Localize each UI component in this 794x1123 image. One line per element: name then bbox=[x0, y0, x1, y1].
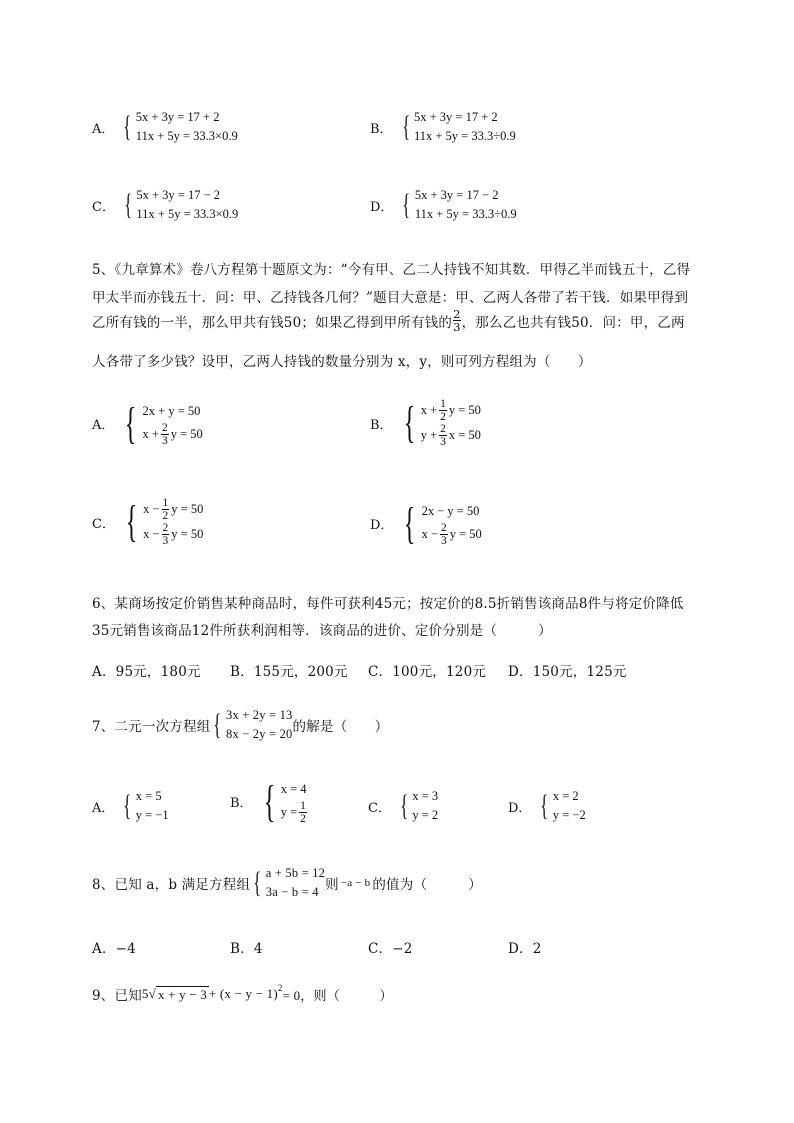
fraction bbox=[161, 422, 169, 447]
eq-part: y + bbox=[420, 428, 438, 442]
fraction bbox=[299, 800, 307, 825]
eq-part: x − bbox=[143, 527, 160, 541]
radical-sign-icon: √ bbox=[148, 985, 156, 1001]
numerator: 1 bbox=[300, 800, 306, 812]
denominator: 2 bbox=[440, 411, 446, 423]
radicand: x + y − 3 bbox=[157, 986, 207, 1002]
equation: 5x + 3y = 17 − 2 bbox=[414, 188, 499, 202]
q7-suffix: 的解是（ ） bbox=[292, 719, 389, 735]
numerator: 2 bbox=[441, 522, 447, 534]
brace: { bbox=[125, 497, 138, 546]
eq-part: y = 50 bbox=[171, 502, 204, 516]
equation bbox=[421, 423, 481, 448]
equation: x = 2 bbox=[552, 789, 579, 803]
q6-option-c: C．100元，120元 bbox=[368, 664, 487, 680]
equation bbox=[281, 800, 309, 825]
brace: { bbox=[213, 708, 222, 741]
q8-option-a: A．−4 bbox=[92, 941, 136, 957]
equation bbox=[421, 398, 481, 423]
brace: { bbox=[124, 188, 133, 221]
q5-option-b bbox=[370, 398, 481, 448]
q5-option-d bbox=[370, 500, 482, 547]
brace: { bbox=[403, 398, 415, 447]
option-label: D． bbox=[370, 199, 394, 215]
q6-option-b: B．155元，200元 bbox=[230, 664, 348, 680]
q8-expression: −a − b bbox=[340, 877, 371, 889]
option-label: A． bbox=[92, 418, 115, 433]
denominator: 2 bbox=[300, 813, 306, 825]
q4-option-c bbox=[92, 186, 238, 224]
option-label: C． bbox=[92, 516, 115, 532]
q5-option-c bbox=[92, 497, 203, 547]
q4-option-b bbox=[370, 108, 516, 146]
option-label: A． bbox=[92, 121, 115, 137]
option-label: B． bbox=[230, 796, 253, 811]
brace: { bbox=[123, 789, 132, 822]
equation bbox=[143, 522, 203, 547]
q9-term: + (x − y − 1) bbox=[208, 986, 278, 1001]
q7-option-c bbox=[368, 787, 438, 825]
q7-option-a bbox=[92, 787, 169, 825]
equation: 2x − y = 50 bbox=[421, 503, 480, 518]
eq-part: y = 50 bbox=[449, 527, 482, 541]
q4-option-d bbox=[370, 186, 517, 224]
numerator: 2 bbox=[440, 423, 446, 435]
q9-prefix: 9、已知 bbox=[92, 988, 142, 1004]
fraction bbox=[162, 497, 170, 522]
option-label: D． bbox=[370, 518, 394, 533]
option-label: B． bbox=[370, 121, 393, 137]
q8-prefix: 8、已知 a，b 满足方程组 bbox=[92, 877, 251, 893]
equation: x = 4 bbox=[280, 781, 307, 796]
eq-part: y = bbox=[280, 805, 298, 819]
numerator: 1 bbox=[162, 497, 169, 509]
fraction bbox=[439, 398, 447, 423]
option-label: D． bbox=[508, 800, 532, 816]
eq-part: y = 50 bbox=[170, 427, 203, 441]
q6-line-1: 6、某商场按定价销售某种商品时，每件可获利45元；按定价的8.5折销售该商品8件与将定价降低 bbox=[92, 596, 684, 612]
q7-option-b bbox=[230, 778, 309, 825]
q9-stem bbox=[92, 984, 393, 1004]
denominator: 3 bbox=[161, 435, 168, 447]
q8-option-b: B．4 bbox=[230, 941, 263, 957]
fraction bbox=[439, 423, 447, 448]
numerator: 2 bbox=[161, 422, 168, 434]
brace: { bbox=[123, 110, 132, 143]
equation bbox=[143, 497, 203, 522]
q5-line-3 bbox=[92, 308, 685, 333]
brace: { bbox=[125, 398, 137, 448]
q7-prefix: 7、二元一次方程组 bbox=[92, 719, 211, 735]
fraction bbox=[440, 522, 448, 547]
q8-stem bbox=[92, 864, 482, 902]
eq-part: x − bbox=[143, 502, 160, 516]
fraction bbox=[453, 308, 461, 333]
equation: y = −2 bbox=[552, 808, 586, 822]
q7-option-d bbox=[508, 787, 586, 825]
denominator: 3 bbox=[441, 535, 447, 547]
numerator: 2 bbox=[162, 522, 169, 534]
denominator: 3 bbox=[440, 436, 446, 448]
eq-part: y = 50 bbox=[171, 527, 204, 541]
option-label: B． bbox=[370, 417, 393, 433]
q5-line-3b: ，那么乙也共有钱50．问：甲，乙两 bbox=[461, 314, 685, 331]
equation: 5x + 3y = 17 − 2 bbox=[136, 188, 221, 202]
denominator: 3 bbox=[453, 320, 461, 334]
q5-line-1: 5、《九章算术》卷八方程第十题原文为：“今有甲、乙二人持钱不知其数．甲得乙半而钱五十，乙得 bbox=[92, 262, 691, 278]
option-label: C． bbox=[92, 199, 115, 215]
exponent: 2 bbox=[277, 983, 283, 993]
option-label: C． bbox=[368, 800, 391, 816]
brace: { bbox=[263, 776, 275, 826]
equation bbox=[422, 522, 482, 547]
equation: y = 2 bbox=[412, 808, 439, 822]
eq-part: x + bbox=[142, 427, 159, 441]
brace: { bbox=[401, 110, 410, 143]
denominator: 3 bbox=[162, 535, 169, 547]
q4-option-a bbox=[92, 108, 238, 146]
equation: a + 5b = 12 bbox=[265, 866, 326, 880]
sqrt-expression bbox=[149, 986, 209, 1003]
brace: { bbox=[253, 866, 262, 899]
q8-suffix: 的值为（ ） bbox=[372, 877, 482, 893]
equation: 5x + 3y = 17 + 2 bbox=[413, 110, 498, 124]
equation: 11x + 5y = 33.3×0.9 bbox=[135, 129, 238, 143]
q5-option-a bbox=[92, 400, 203, 447]
equation: 3a − b = 4 bbox=[265, 885, 319, 899]
q5-line-4: 人各带了多少钱？设甲，乙两人持钱的数量分别为 x，y，则可列方程组为（ ） bbox=[92, 354, 592, 370]
q6-option-a: A．95元，180元 bbox=[92, 664, 201, 680]
equation: y = −1 bbox=[135, 808, 169, 822]
equation: 2x + y = 50 bbox=[142, 403, 201, 418]
equation: 11x + 5y = 33.3×0.9 bbox=[136, 207, 239, 221]
q8-option-c: C．−2 bbox=[368, 941, 413, 957]
eq-part: x − bbox=[421, 527, 438, 541]
equation: 8x − 2y = 20 bbox=[226, 727, 293, 741]
q6-line-2: 35元销售该商品12件所获利润相等．该商品的进价、定价分别是（ ） bbox=[92, 623, 552, 639]
brace: { bbox=[400, 789, 409, 822]
numerator: 1 bbox=[440, 398, 446, 410]
equation: x = 3 bbox=[412, 789, 439, 803]
equation: x = 5 bbox=[135, 789, 162, 803]
equation: 11x + 5y = 33.3÷0.9 bbox=[414, 207, 517, 221]
eq-part: x = 50 bbox=[448, 428, 481, 442]
brace: { bbox=[402, 188, 411, 221]
brace: { bbox=[404, 498, 416, 548]
equation bbox=[143, 422, 203, 447]
eq-part: x + bbox=[420, 403, 438, 417]
q8-mid: 则 bbox=[325, 877, 339, 893]
option-label: A． bbox=[92, 800, 115, 816]
brace: { bbox=[540, 789, 549, 822]
q9-suffix: = 0，则（ ） bbox=[282, 987, 393, 1003]
fraction bbox=[162, 522, 170, 547]
equation: 3x + 2y = 13 bbox=[226, 708, 293, 722]
equation: 11x + 5y = 33.3÷0.9 bbox=[413, 129, 516, 143]
q7-stem bbox=[92, 706, 388, 744]
q5-line-2: 甲太半而亦钱五十．问：甲、乙持钱各几何？”题目大意是：甲、乙两人各带了若干钱．如果甲得到 bbox=[92, 290, 689, 306]
q5-line-3a: 乙所有钱的一半，那么甲共有钱50；如果乙得到甲所有钱的 bbox=[92, 314, 453, 331]
denominator: 2 bbox=[162, 510, 169, 522]
q9-coefficient: 5 bbox=[141, 986, 149, 1001]
q8-option-d: D．2 bbox=[508, 941, 542, 957]
eq-part: y = 50 bbox=[448, 403, 481, 417]
q6-option-d: D．150元，125元 bbox=[508, 664, 627, 680]
equation: 5x + 3y = 17 + 2 bbox=[135, 110, 220, 124]
numerator: 2 bbox=[453, 307, 461, 321]
